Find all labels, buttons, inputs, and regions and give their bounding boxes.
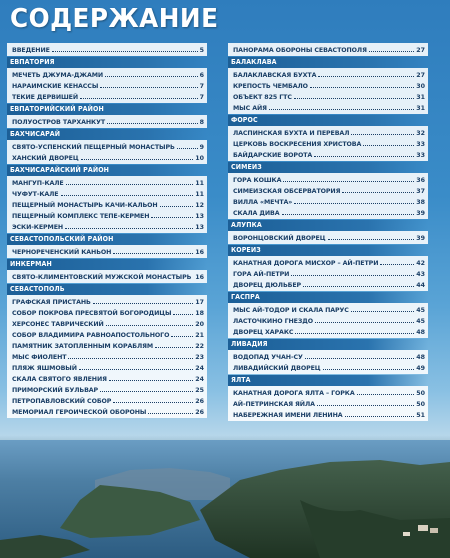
toc-entry-page: 31 — [416, 94, 425, 101]
section-entries — [7, 295, 207, 418]
section-entries — [228, 68, 428, 114]
toc-entry-title: ГОРА АЙ-ПЕТРИ — [233, 271, 290, 278]
dot-leader — [79, 362, 193, 370]
toc-entry-title: СОБОР ВЛАДИМИРА РАВНОАПОСТОЛЬНОГО — [12, 332, 170, 339]
dot-leader — [342, 185, 414, 193]
toc-column-left — [7, 43, 207, 419]
toc-entry-page: 12 — [195, 202, 204, 209]
toc-entry-page: 11 — [195, 180, 204, 187]
toc-entry-page: 31 — [416, 105, 425, 112]
section-heading: ГАСПРА — [228, 292, 428, 303]
toc-entry-page: 24 — [195, 365, 204, 372]
section-heading: ИНКЕРМАН — [7, 259, 207, 270]
toc-entry-page: 50 — [416, 401, 425, 408]
toc-entry-page: 27 — [416, 47, 425, 54]
toc-entry[interactable] — [233, 315, 425, 326]
dot-leader — [345, 409, 415, 417]
toc-entry-title: ЧЕРНОРЕЧЕНСКИЙ КАНЬОН — [12, 249, 112, 256]
dot-leader — [160, 199, 194, 207]
dot-leader — [357, 387, 415, 395]
dot-leader — [269, 102, 414, 110]
toc-entry-title: СОБОР ПОКРОВА ПРЕСВЯТОЙ БОГОРОДИЦЫ — [12, 310, 172, 317]
toc-entry[interactable] — [12, 307, 204, 318]
section-heading: ЛИВАДИЯ — [228, 339, 428, 350]
toc-entry-title: МЫС ФИОЛЕНТ — [12, 354, 67, 361]
toc-entry-title: НАРАИМСКИЕ КЕНАССЫ — [12, 83, 99, 90]
toc-entry-page: 49 — [416, 365, 425, 372]
toc-entry-page: 33 — [416, 141, 425, 148]
section-entries — [228, 126, 428, 161]
toc-entry-page: 16 — [195, 274, 204, 281]
dot-leader — [52, 44, 198, 52]
toc-entry-page: 18 — [195, 310, 204, 317]
toc-entry[interactable] — [233, 326, 425, 337]
toc-entry-title: МЕМОРИАЛ ГЕРОИЧЕСКОЙ ОБОРОНЫ — [12, 409, 147, 416]
section-heading: КОРЕИЗ — [228, 245, 428, 256]
toc-entry-page: 13 — [195, 213, 204, 220]
toc-entry[interactable] — [12, 141, 204, 152]
toc-entry-title: ПЕЩЕРНЫЙ КОМПЛЕКС ТЕПЕ-КЕРМЕН — [12, 213, 150, 220]
dot-leader — [380, 257, 414, 265]
toc-entry-title: КРЕПОСТЬ ЧЕМБАЛО — [233, 83, 308, 90]
section-entries — [228, 350, 428, 374]
toc-entry-title: МЫС АЙЯ — [233, 105, 267, 112]
toc-entry-page: 22 — [195, 343, 204, 350]
toc-entry-title: ПЕЩЕРНЫЙ МОНАСТЫРЬ КАЧИ-КАЛЬОН — [12, 202, 158, 209]
section-heading: СИМЕИЗ — [228, 162, 428, 173]
toc-entry-page: 11 — [195, 191, 204, 198]
toc-entry-page: 45 — [416, 318, 425, 325]
toc-entry-page: 6 — [199, 72, 204, 79]
dot-leader — [80, 91, 198, 99]
dot-leader — [295, 326, 414, 334]
toc-entry-page: 10 — [195, 155, 204, 162]
toc-entry-page: 7 — [199, 94, 204, 101]
dot-leader — [113, 395, 193, 403]
section-heading: СЕВАСТОПОЛЬ — [7, 284, 207, 295]
toc-entry-page: 36 — [416, 177, 425, 184]
toc-entry-page: 25 — [195, 387, 204, 394]
dot-leader — [303, 279, 414, 287]
page-title: СОДЕРЖАНИЕ — [10, 4, 219, 34]
toc-entry[interactable] — [12, 69, 204, 80]
toc-entry[interactable] — [233, 91, 425, 102]
dot-leader — [177, 141, 198, 149]
toc-entry-page: 16 — [195, 249, 204, 256]
dot-leader — [283, 174, 414, 182]
toc-entry-title: ЭСКИ-КЕРМЕН — [12, 224, 64, 231]
dot-leader — [61, 188, 194, 196]
toc-entry-page: 17 — [195, 299, 204, 306]
toc-entry-title: ЛАСПИНСКАЯ БУХТА И ПЕРЕВАЛ — [233, 130, 350, 137]
toc-entry-page: 44 — [416, 282, 425, 289]
dot-leader — [66, 177, 194, 185]
toc-entry[interactable] — [233, 80, 425, 91]
toc-entry-title: ВИЛЛА «МЕЧТА» — [233, 199, 293, 206]
toc-entry[interactable] — [12, 210, 204, 221]
toc-entry[interactable] — [12, 91, 204, 102]
dot-leader — [93, 296, 193, 304]
section-heading: ЕВПАТОРИЙСКИЙ РАЙОН — [7, 104, 207, 115]
toc-entry[interactable] — [12, 362, 204, 373]
toc-entry-title: МЕЧЕТЬ ДЖУМА-ДЖАМИ — [12, 72, 104, 79]
toc-entry[interactable] — [12, 329, 204, 340]
dot-leader — [107, 116, 198, 124]
section-entries — [7, 176, 207, 233]
section-heading: БАХЧИСАРАЙСКИЙ РАЙОН — [7, 165, 207, 176]
toc-entry-page: 39 — [416, 210, 425, 217]
dot-leader — [106, 318, 194, 326]
toc-entry[interactable] — [12, 246, 204, 257]
toc-entry-title: ПЕТРОПАВЛОВСКИЙ СОБОР — [12, 398, 112, 405]
section-heading: ЯЛТА — [228, 375, 428, 386]
toc-entry-page: 26 — [195, 398, 204, 405]
dot-leader — [305, 351, 415, 359]
toc-entry[interactable] — [233, 409, 425, 420]
toc-entry[interactable] — [12, 221, 204, 232]
toc-entry-title: КАНАТНАЯ ДОРОГА ЯЛТА – ГОРКА — [233, 390, 355, 397]
toc-entry[interactable] — [12, 116, 204, 127]
toc-entry-page: 43 — [416, 271, 425, 278]
toc-entry-page: 48 — [416, 354, 425, 361]
section-heading: СЕВАСТОПОЛЬСКИЙ РАЙОН — [7, 234, 207, 245]
dot-leader — [68, 351, 193, 359]
toc-entry-title: ПАМЯТНИК ЗАТОПЛЕННЫМ КОРАБЛЯМ — [12, 343, 153, 350]
toc-entry-title: АЙ-ПЕТРИНСКАЯ ЯЙЛА — [233, 401, 315, 408]
section-entries — [228, 231, 428, 244]
section-heading: БАЛАКЛАВА — [228, 57, 428, 68]
toc-entry[interactable] — [233, 102, 425, 113]
toc-column-right — [228, 43, 428, 422]
toc-entry-title: СИМЕИЗСКАЯ ОБСЕРВАТОРИЯ — [233, 188, 341, 195]
dot-leader — [282, 207, 415, 215]
toc-entry[interactable] — [233, 185, 425, 196]
toc-entry-title: ВОДОПАД УЧАН-СУ — [233, 354, 303, 361]
toc-entry[interactable] — [233, 387, 425, 398]
toc-entry-title: СКАЛА ДИВА — [233, 210, 280, 217]
toc-entry-title: СВЯТО-УСПЕНСКИЙ ПЕЩЕРНЫЙ МОНАСТЫРЬ — [12, 144, 175, 151]
dot-leader — [173, 307, 193, 315]
dot-leader — [318, 69, 414, 77]
toc-entry-title: ДВОРЕЦ ХАРАКС — [233, 329, 294, 336]
toc-entry-page: 33 — [416, 152, 425, 159]
dot-leader — [65, 221, 193, 229]
toc-entry[interactable] — [233, 268, 425, 279]
dot-leader — [323, 362, 415, 370]
toc-entry[interactable] — [233, 232, 425, 243]
toc-entry-title: ГРАФСКАЯ ПРИСТАНЬ — [12, 299, 91, 306]
toc-entry[interactable] — [12, 318, 204, 329]
toc-entry[interactable] — [233, 196, 425, 207]
toc-entry-page: 42 — [416, 260, 425, 267]
toc-entry-page: 20 — [195, 321, 204, 328]
toc-entry-title: ОБЪЕКТ 825 ГТС — [233, 94, 292, 101]
dot-leader — [105, 69, 198, 77]
toc-entry-title: БАЛАКЛАВСКАЯ БУХТА — [233, 72, 317, 79]
toc-entry[interactable] — [233, 257, 425, 268]
toc-entry[interactable] — [12, 188, 204, 199]
toc-entry[interactable] — [233, 207, 425, 218]
dot-leader — [148, 406, 193, 414]
toc-entry[interactable] — [233, 44, 425, 55]
dot-leader — [363, 138, 414, 146]
toc-entry-page: 26 — [195, 409, 204, 416]
section-entries — [228, 173, 428, 219]
toc-entry-title: ЧУФУТ-КАЛЕ — [12, 191, 59, 198]
toc-entry-title: ПЛЯЖ ЯШМОВЫЙ — [12, 365, 77, 372]
toc-entry-title: КАНАТНАЯ ДОРОГА МИСХОР – АЙ-ПЕТРИ — [233, 260, 379, 267]
dot-leader — [81, 152, 194, 160]
dot-leader — [315, 315, 414, 323]
toc-entry-page: 39 — [416, 235, 425, 242]
section-entries — [7, 43, 207, 56]
toc-entry-page: 5 — [199, 47, 204, 54]
dot-leader — [155, 340, 193, 348]
toc-entry[interactable] — [12, 351, 204, 362]
dot-leader — [109, 373, 193, 381]
toc-entry-page: 30 — [416, 83, 425, 90]
toc-entry[interactable] — [12, 177, 204, 188]
toc-entry[interactable] — [233, 69, 425, 80]
toc-entry-title: ДВОРЕЦ ДЮЛЬБЕР — [233, 282, 302, 289]
toc-entry-title: ТЕКИЕ ДЕРВИШЕЙ — [12, 94, 79, 101]
dot-leader — [314, 149, 414, 157]
section-entries — [7, 245, 207, 258]
toc-entry-title: БАЙДАРСКИЕ ВОРОТА — [233, 152, 313, 159]
toc-entry-page: 48 — [416, 329, 425, 336]
dot-leader — [294, 91, 414, 99]
toc-entry[interactable] — [12, 199, 204, 210]
toc-entry-page: 7 — [199, 83, 204, 90]
dot-leader — [310, 80, 414, 88]
toc-entry[interactable] — [233, 351, 425, 362]
toc-entry-title: МЫС АЙ-ТОДОР И СКАЛА ПАРУС — [233, 307, 349, 314]
toc-entry-title: ПОЛУОСТРОВ ТАРХАНКУТ — [12, 119, 106, 126]
toc-entry-page: 9 — [199, 144, 204, 151]
dot-leader — [369, 44, 414, 52]
toc-entry-title: ВВЕДЕНИЕ — [12, 47, 50, 54]
toc-entry-title: СВЯТО-КЛИМЕНТОВСКИЙ МУЖСКОЙ МОНАСТЫРЬ — [12, 274, 192, 281]
toc-entry-page: 50 — [416, 390, 425, 397]
toc-entry[interactable] — [12, 384, 204, 395]
section-entries — [7, 68, 207, 103]
dot-leader — [291, 268, 414, 276]
toc-entry-page: 37 — [416, 188, 425, 195]
toc-entry-title: ПАНОРАМА ОБОРОНЫ СЕВАСТОПОЛЯ — [233, 47, 367, 54]
toc-entry-title: МАНГУП-КАЛЕ — [12, 180, 64, 187]
toc-entry[interactable] — [12, 152, 204, 163]
dot-leader — [100, 80, 197, 88]
toc-entry[interactable] — [12, 395, 204, 406]
dot-leader — [317, 398, 414, 406]
toc-entry[interactable] — [12, 296, 204, 307]
toc-entry[interactable] — [233, 362, 425, 373]
toc-entry-page: 24 — [195, 376, 204, 383]
section-heading: АЛУПКА — [228, 220, 428, 231]
toc-entry[interactable] — [233, 279, 425, 290]
toc-entry[interactable] — [233, 398, 425, 409]
toc-entry-page: 38 — [416, 199, 425, 206]
dot-leader — [100, 384, 193, 392]
toc-entry-page: 32 — [416, 130, 425, 137]
toc-entry[interactable] — [233, 174, 425, 185]
section-entries — [228, 256, 428, 291]
toc-entry[interactable] — [12, 406, 204, 417]
toc-entry[interactable] — [233, 304, 425, 315]
section-entries — [228, 303, 428, 338]
section-heading: ЕВПАТОРИЯ — [7, 57, 207, 68]
toc-entry[interactable] — [12, 44, 204, 55]
toc-entry[interactable] — [233, 127, 425, 138]
section-entries — [7, 270, 207, 283]
toc-entry[interactable] — [12, 80, 204, 91]
toc-entry-title: СКАЛА СВЯТОГО ЯВЛЕНИЯ — [12, 376, 107, 383]
toc-entry-title: НАБЕРЕЖНАЯ ИМЕНИ ЛЕНИНА — [233, 412, 343, 419]
dot-leader — [294, 196, 414, 204]
toc-entry[interactable] — [233, 149, 425, 160]
toc-entry[interactable] — [12, 271, 204, 282]
section-entries — [7, 140, 207, 164]
section-entries — [228, 43, 428, 56]
toc-entry-page: 27 — [416, 72, 425, 79]
dot-leader — [113, 246, 193, 254]
toc-entry-title: ХАНСКИЙ ДВОРЕЦ — [12, 155, 79, 162]
toc-entry-page: 23 — [195, 354, 204, 361]
toc-entry-title: ВОРОНЦОВСКИЙ ДВОРЕЦ — [233, 235, 326, 242]
dot-leader — [351, 127, 414, 135]
toc-entry-page: 51 — [416, 412, 425, 419]
toc-entry-title: ЦЕРКОВЬ ВОСКРЕСЕНИЯ ХРИСТОВА — [233, 141, 362, 148]
toc-entry[interactable] — [233, 138, 425, 149]
section-entries — [228, 386, 428, 421]
toc-entry-page: 21 — [195, 332, 204, 339]
toc-entry[interactable] — [12, 373, 204, 384]
dot-leader — [151, 210, 193, 218]
toc-entry-page: 45 — [416, 307, 425, 314]
toc-entry-title: ХЕРСОНЕС ТАВРИЧЕСКИЙ — [12, 321, 104, 328]
dot-leader — [328, 232, 415, 240]
dot-leader — [351, 304, 414, 312]
toc-entry-title: ГОРА КОШКА — [233, 177, 282, 184]
section-entries — [7, 115, 207, 128]
coastal-landscape-photo — [0, 440, 450, 558]
section-heading: ФОРОС — [228, 115, 428, 126]
dot-leader — [171, 329, 193, 337]
toc-entry-page: 13 — [195, 224, 204, 231]
toc-entry-page: 8 — [199, 119, 204, 126]
toc-entry-title: ЛИВАДИЙСКИЙ ДВОРЕЦ — [233, 365, 321, 372]
toc-entry-title: ПРИМОРСКИЙ БУЛЬВАР — [12, 387, 99, 394]
toc-entry[interactable] — [12, 340, 204, 351]
section-heading: БАХЧИСАРАЙ — [7, 129, 207, 140]
toc-entry-title: ЛАСТОЧКИНО ГНЕЗДО — [233, 318, 314, 325]
